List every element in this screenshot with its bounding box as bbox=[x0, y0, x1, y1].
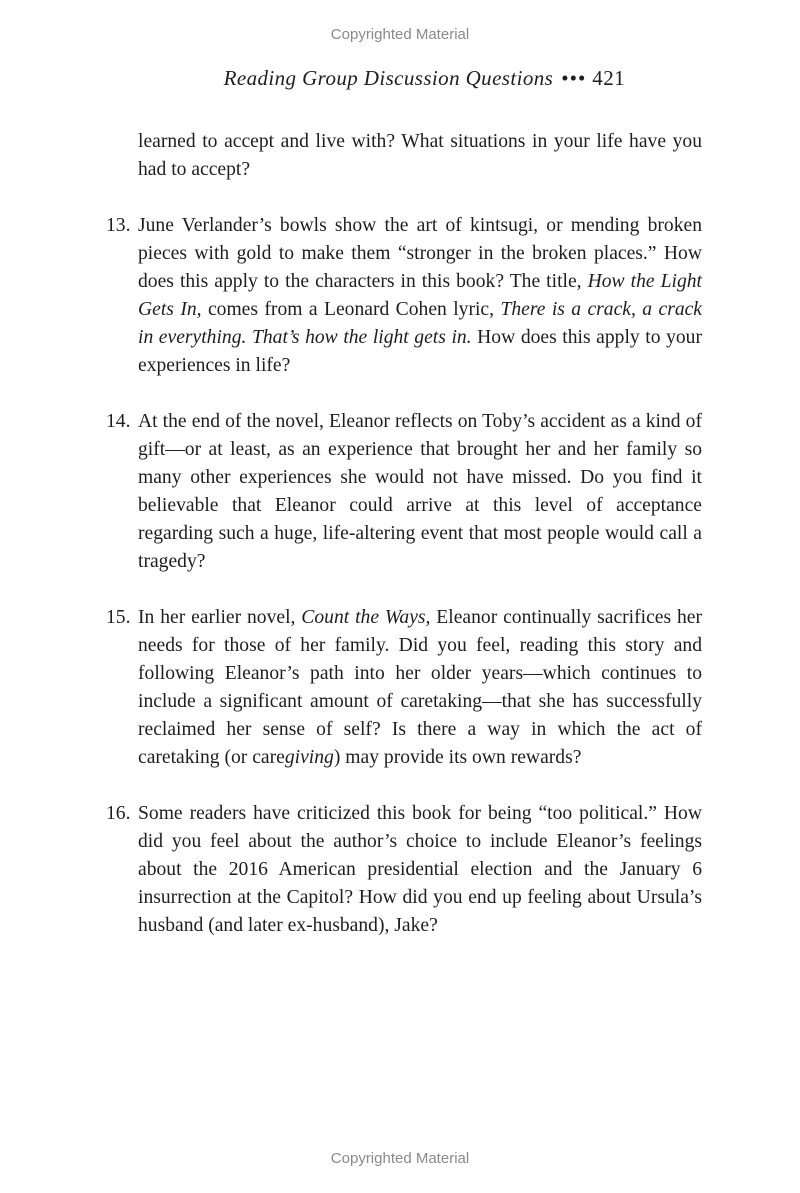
running-header bbox=[224, 66, 625, 91]
question-14 bbox=[106, 408, 702, 576]
question-text: June Verlander’s bowls show the art of kintsugi, or mending broken pieces with gold to make them “stronger in the broken places.” How does this apply to the characters in this book? The title, How the Light Gets In, comes from a Leonard Cohen lyric, There is a crack, a crack in everything. That’s how the light gets in. How does this apply to your experiences in life? bbox=[138, 215, 703, 376]
question-number: 14. bbox=[106, 411, 131, 432]
question-13 bbox=[106, 212, 702, 380]
copyright-watermark-top: Copyrighted Material bbox=[330, 26, 470, 43]
page-number: 421 bbox=[592, 66, 625, 90]
copyright-watermark-bottom: Copyrighted Material bbox=[330, 1150, 470, 1167]
page-body bbox=[106, 128, 702, 940]
question-text: Some readers have criticized this book for being “too political.” How did you feel about the author’s choice to include Eleanor’s feelings about the 2016 American presidential election and the January 6 insurrection at the Capitol? How did you end up feeling about Ursula’s husband (and later ex-husband), Jake? bbox=[138, 803, 702, 936]
question-text: In her earlier novel, Count the Ways, Eleanor continually sacrifices her needs for those of her family. Did you feel, reading this story and following Eleanor’s path into her older years—which continues to include a significant amount of caretaking—that she has successfully reclaimed her sense of self? Is there a way in which the act of caretaking (or caregiving) may provide its own rewards? bbox=[138, 607, 703, 768]
question-text: At the end of the novel, Eleanor reflects on Toby’s accident as a kind of gift—or at least, as an experience that brought her and her family so many other experiences she would not have missed. Do you find it believable that Eleanor could arrive at this level of acceptance regarding such a huge, life-altering event that most people would call a tragedy? bbox=[138, 411, 702, 572]
question-number: 13. bbox=[106, 215, 131, 236]
question-16 bbox=[106, 800, 702, 940]
continued-paragraph: learned to accept and live with? What situations in your life have you had to accept? bbox=[138, 131, 702, 180]
question-number: 15. bbox=[106, 607, 131, 628]
running-header-separator: ••• bbox=[561, 66, 587, 90]
question-15 bbox=[106, 604, 702, 772]
question-number: 16. bbox=[106, 803, 131, 824]
running-header-title: Reading Group Discussion Questions bbox=[223, 66, 554, 90]
